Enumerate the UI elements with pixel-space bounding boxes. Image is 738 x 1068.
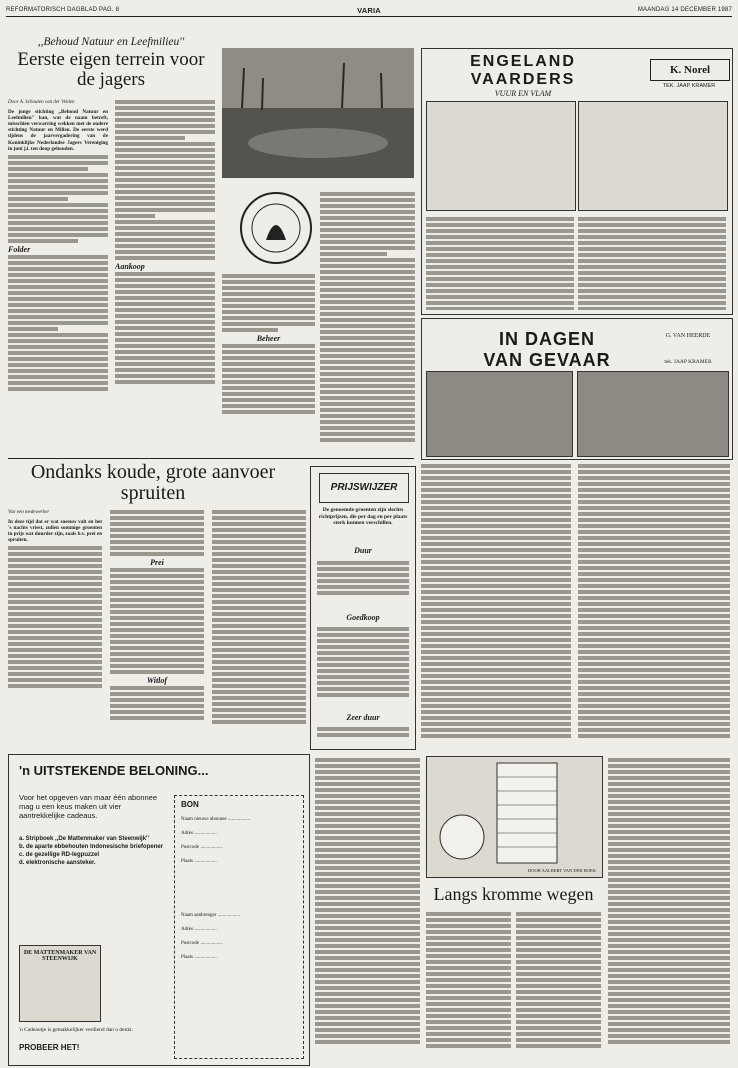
comic2-text-right bbox=[578, 462, 730, 752]
coupon-field-sponsor[interactable]: Naam aanbrenger .................. bbox=[181, 913, 241, 918]
article2-column-1 bbox=[8, 508, 102, 748]
ad-items bbox=[19, 835, 169, 867]
section-title: VARIA bbox=[357, 6, 381, 15]
article1-body-text-3 bbox=[115, 100, 215, 260]
article3-column-4 bbox=[608, 756, 730, 1061]
coupon bbox=[174, 795, 304, 1059]
article1-body-text-5 bbox=[320, 192, 415, 442]
article2-column-3 bbox=[212, 508, 306, 748]
article3-column-1 bbox=[315, 756, 420, 1056]
article1-body-text-2 bbox=[8, 255, 108, 391]
article1-column-2 bbox=[115, 98, 215, 453]
coupon-field-sponsor-address[interactable]: Adres .................. bbox=[181, 927, 217, 932]
article1-subhead-aankoop: Aankoop bbox=[115, 262, 145, 271]
comic2-artist: tek. JAAP KRAMER bbox=[664, 359, 712, 365]
logo-circle-icon bbox=[238, 190, 314, 266]
article2-body-text-5 bbox=[212, 510, 306, 724]
comic1-title-line2: VAARDERS bbox=[470, 71, 576, 88]
prijswijzer-cat-zeer-duur: Zeer duur bbox=[346, 713, 380, 722]
article1-subhead-folder: Folder bbox=[8, 244, 31, 254]
article1-body-text-6 bbox=[222, 274, 315, 332]
article1-headline bbox=[8, 36, 214, 90]
apartment-drawing bbox=[426, 756, 603, 878]
comic1-panel-2 bbox=[578, 101, 728, 211]
comic1-author: K. Norel bbox=[650, 59, 730, 81]
coupon-field-address[interactable]: Adres .................. bbox=[181, 831, 217, 836]
stichting-logo bbox=[238, 190, 314, 266]
coupon-field-sponsor-postcode[interactable]: Postcode .................. bbox=[181, 941, 223, 946]
article2-body-text bbox=[8, 546, 102, 688]
article2-subhead-prei: Prei bbox=[150, 558, 164, 567]
article1-byline: Door A. Schouten van der Velden bbox=[8, 100, 75, 105]
comic1-text-right bbox=[578, 215, 726, 310]
article1-column-3 bbox=[222, 272, 315, 452]
article1-body-text-4 bbox=[115, 272, 215, 384]
ad-item-b: b. de aparte ebbehouten Indonesische briefopener bbox=[19, 844, 164, 850]
article2-byline: Van een medewerker bbox=[8, 510, 50, 515]
article2-subhead-witlof: Witlof bbox=[146, 676, 168, 686]
prijswijzer-title: PRIJSWIJZER bbox=[319, 473, 409, 503]
coupon-fields bbox=[175, 813, 303, 965]
page-header bbox=[6, 6, 732, 17]
ad-item-c: c. de gezellige RD-legpuzzel bbox=[19, 852, 100, 858]
article2-body-text-2 bbox=[110, 510, 204, 556]
comic2-panel-2 bbox=[577, 371, 729, 457]
comic2-title-line1: IN DAGEN bbox=[498, 329, 595, 349]
article3-column-2 bbox=[426, 910, 511, 1060]
comic1-panel-1 bbox=[426, 101, 576, 211]
marsh-photo bbox=[222, 48, 414, 178]
comic1-body-text-right bbox=[578, 217, 726, 310]
ad-title: 'n UITSTEKENDE BELONING... bbox=[19, 763, 209, 778]
comic1-title-block bbox=[428, 53, 618, 98]
ad-intro: Voor het opgeven van maar één abonnee mag u een keus maken uit vier aantrekkelijke cadeaus. bbox=[19, 793, 158, 820]
ad-item-a: a. Stripboek ,,De Mattenmaker van Steenwijk'' bbox=[19, 836, 149, 842]
prijswijzer-caption: De genoemde groenten zijn slechts richtprijzen, die per dag en per plaats sterk kunnen verschillen. bbox=[318, 507, 408, 526]
book-cover bbox=[19, 945, 101, 1022]
prijswijzer-cat-duur: Duur bbox=[354, 546, 372, 555]
drawing-caption: DOOR AALBERT VAN DER HOEK bbox=[528, 868, 596, 873]
marsh-photo-drawing bbox=[222, 48, 414, 178]
article3-body-text-4 bbox=[608, 758, 730, 1044]
prijswijzer-list-1 bbox=[317, 559, 409, 597]
comic2-body-text-right bbox=[578, 464, 730, 738]
article1-kicker: ,,Behoud Natuur en Leefmilieu'' bbox=[37, 36, 185, 48]
prijswijzer-list-3 bbox=[317, 725, 409, 739]
comic-engelandvaarders bbox=[421, 48, 733, 315]
article2-column-2 bbox=[110, 508, 204, 748]
coupon-field-city[interactable]: Plaats .................. bbox=[181, 859, 217, 864]
article3-body-text-1 bbox=[315, 758, 420, 1044]
comic2-text-left bbox=[421, 462, 571, 752]
comic1-text-left bbox=[426, 215, 574, 310]
article3-body-text-3 bbox=[516, 912, 601, 1048]
comic2-author: G. VAN HEERDE bbox=[665, 333, 711, 339]
subscription-ad bbox=[8, 754, 310, 1066]
article2-body-text-4 bbox=[110, 686, 204, 720]
article3-column-3 bbox=[516, 910, 601, 1060]
article1-subhead-beheer: Beheer bbox=[256, 334, 281, 343]
article3-body-text-2 bbox=[426, 912, 511, 1048]
comic1-body-text-left bbox=[426, 217, 574, 310]
prijswijzer-cat-goedkoop: Goedkoop bbox=[346, 613, 380, 622]
ad-footer-cta: PROBEER HET! bbox=[19, 1043, 80, 1052]
prijswijzer-list-2 bbox=[317, 625, 409, 699]
article1-column-1 bbox=[8, 98, 108, 453]
header-left: REFORMATORISCH DAGBLAD PAG. 8 bbox=[6, 7, 120, 13]
article1-lead: De jonge stichting ,,Behoud Natuur en Leefmilieu'' kan, wat de naam betreft, misschien verwarring wekken met de oudere stichting Natuur en Milieu. De eerste werd tijdens de jaarvergadering van de Koninklijke Nederlandse Jagers Vereniging in juni j.l. ten doop gehouden. bbox=[8, 109, 108, 152]
coupon-field-name[interactable]: Naam nieuwe abonnee .................. bbox=[181, 817, 251, 822]
article1-title: Eerste eigen terrein voor de jagers bbox=[17, 49, 205, 90]
article1-body-text-7 bbox=[222, 344, 315, 414]
coupon-field-sponsor-city[interactable]: Plaats .................. bbox=[181, 955, 217, 960]
divider bbox=[8, 458, 414, 459]
comic-in-dagen-van-gevaar bbox=[421, 318, 733, 460]
comic1-subtitle: VUUR EN VLAM bbox=[494, 89, 552, 98]
coupon-title: BON bbox=[181, 800, 199, 809]
prijswijzer-box bbox=[310, 466, 416, 750]
article3-title: Langs kromme wegen bbox=[433, 884, 594, 904]
comic2-title-block bbox=[462, 329, 632, 371]
article1-body-text bbox=[8, 155, 108, 243]
building-illustration bbox=[427, 757, 602, 877]
comic2-title-line2: VAN GEVAAR bbox=[483, 350, 611, 370]
article2-title: Ondanks koude, grote aanvoer spruiten bbox=[30, 461, 276, 504]
article2-lead: In deze tijd dat er wat sneeuw valt en het 's nachts vriest, zullen sommige groenten in prijs wat duurder zijn, zoals b.v. prei en spruiten. bbox=[8, 519, 102, 544]
article1-column-4 bbox=[320, 190, 415, 455]
book-label: DE MATTENMAKER VAN STEENWIJK bbox=[23, 950, 97, 962]
ad-item-d: d. elektronische aansteker. bbox=[19, 860, 96, 866]
comic1-title-line1: ENGELAND bbox=[470, 53, 576, 70]
comic1-artist: TEK. JAAP KRAMER bbox=[662, 83, 716, 89]
ad-footer-small: 'n Cadeautje is gemakkelijker verdiend dan u denkt. bbox=[19, 1027, 134, 1033]
article2-body-text-3 bbox=[110, 568, 204, 674]
comic2-panel-1 bbox=[426, 371, 573, 457]
comic2-body-text-left bbox=[421, 464, 571, 738]
coupon-field-postcode[interactable]: Postcode .................. bbox=[181, 845, 223, 850]
header-date: MAANDAG 14 DECEMBER 1987 bbox=[637, 7, 732, 13]
